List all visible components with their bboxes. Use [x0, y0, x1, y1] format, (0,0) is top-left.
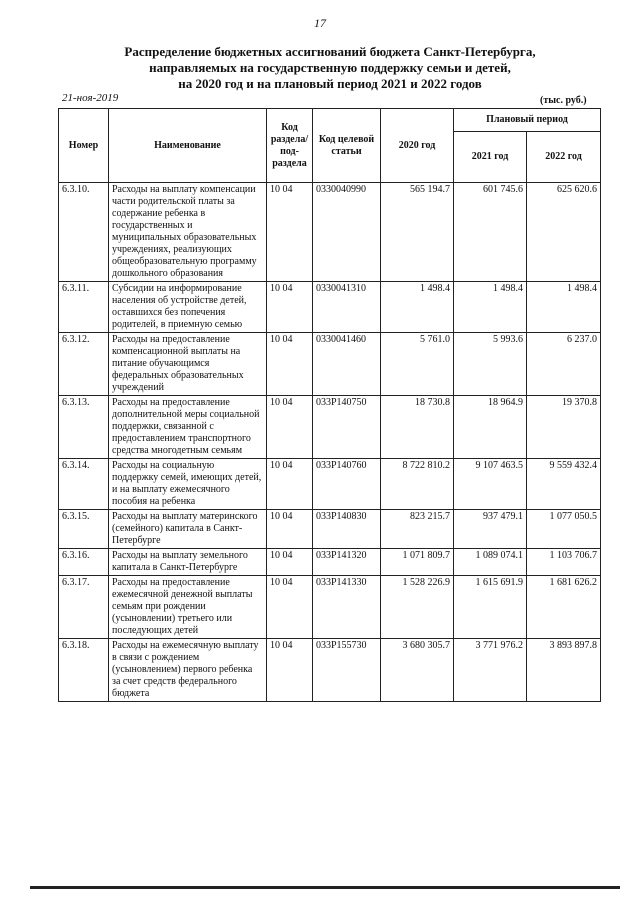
row-name: Расходы на предоставление компенсационной выплаты на питание обучающимся федеральных образовательных учреждений — [109, 333, 267, 396]
table-row — [59, 396, 601, 459]
row-amount-2020: 823 215.7 — [381, 510, 454, 549]
row-section-code: 10 04 — [267, 639, 313, 702]
budget-table — [58, 108, 601, 702]
header-year-2020: 2020 год — [381, 109, 454, 183]
row-amount-2021: 1 498.4 — [454, 282, 527, 333]
table-row — [59, 333, 601, 396]
row-amount-2021: 937 479.1 — [454, 510, 527, 549]
row-amount-2020: 1 498.4 — [381, 282, 454, 333]
row-amount-2020: 3 680 305.7 — [381, 639, 454, 702]
row-target-code: 033P140750 — [313, 396, 381, 459]
row-amount-2020: 1 071 809.7 — [381, 549, 454, 576]
row-amount-2022: 1 498.4 — [527, 282, 601, 333]
row-amount-2022: 3 893 897.8 — [527, 639, 601, 702]
row-number: 6.3.11. — [59, 282, 109, 333]
header-year-2021: 2021 год — [454, 132, 527, 183]
row-amount-2022: 1 077 050.5 — [527, 510, 601, 549]
row-number: 6.3.18. — [59, 639, 109, 702]
row-amount-2022: 9 559 432.4 — [527, 459, 601, 510]
row-amount-2020: 565 194.7 — [381, 183, 454, 282]
row-name: Субсидии на информирование населения об устройстве детей, оставшихся без попечения родителей, в приемную семью — [109, 282, 267, 333]
row-amount-2022: 19 370.8 — [527, 396, 601, 459]
header-planned-period: Плановый период — [454, 109, 601, 132]
budget-table-body — [59, 183, 601, 702]
row-number: 6.3.12. — [59, 333, 109, 396]
bottom-rule — [30, 886, 620, 889]
row-number: 6.3.14. — [59, 459, 109, 510]
table-row — [59, 549, 601, 576]
row-section-code: 10 04 — [267, 510, 313, 549]
header-section-code: Код раздела/ под-раздела — [267, 109, 313, 183]
row-section-code: 10 04 — [267, 459, 313, 510]
table-row — [59, 459, 601, 510]
row-number: 6.3.15. — [59, 510, 109, 549]
row-amount-2022: 1 681 626.2 — [527, 576, 601, 639]
row-name: Расходы на предоставление ежемесячной денежной выплаты семьям при рождении (усыновлении) третьего или последующих детей — [109, 576, 267, 639]
title-line-2: направляемых на государственную поддержку семьи и детей, — [149, 60, 511, 75]
row-section-code: 10 04 — [267, 282, 313, 333]
row-amount-2020: 8 722 810.2 — [381, 459, 454, 510]
row-name: Расходы на выплату земельного капитала в Санкт-Петербурге — [109, 549, 267, 576]
title-line-1: Распределение бюджетных ассигнований бюджета Санкт-Петербурга, — [124, 44, 536, 59]
row-section-code: 10 04 — [267, 576, 313, 639]
row-amount-2022: 625 620.6 — [527, 183, 601, 282]
row-target-code: 0330041310 — [313, 282, 381, 333]
row-section-code: 10 04 — [267, 333, 313, 396]
row-target-code: 033P140760 — [313, 459, 381, 510]
row-amount-2021: 18 964.9 — [454, 396, 527, 459]
row-amount-2022: 6 237.0 — [527, 333, 601, 396]
row-section-code: 10 04 — [267, 549, 313, 576]
row-target-code: 0330041460 — [313, 333, 381, 396]
header-year-2022: 2022 год — [527, 132, 601, 183]
header-name: Наименование — [109, 109, 267, 183]
row-name: Расходы на предоставление дополнительной меры социальной поддержки, связанной с предоставлением транспортного средства многодетным семьям — [109, 396, 267, 459]
row-amount-2021: 1 089 074.1 — [454, 549, 527, 576]
page-number: 17 — [314, 16, 326, 30]
row-number: 6.3.10. — [59, 183, 109, 282]
document-title — [40, 44, 620, 92]
row-section-code: 10 04 — [267, 183, 313, 282]
row-name: Расходы на ежемесячную выплату в связи с рождением (усыновлением) первого ребенка за счет средств федерального бюджета — [109, 639, 267, 702]
row-amount-2020: 5 761.0 — [381, 333, 454, 396]
row-amount-2022: 1 103 706.7 — [527, 549, 601, 576]
row-target-code: 033P141330 — [313, 576, 381, 639]
row-target-code: 0330040990 — [313, 183, 381, 282]
row-amount-2021: 9 107 463.5 — [454, 459, 527, 510]
table-row — [59, 183, 601, 282]
row-name: Расходы на выплату материнского (семейного) капитала в Санкт-Петербурге — [109, 510, 267, 549]
row-name: Расходы на социальную поддержку семей, имеющих детей, и на выплату ежемесячного пособия на ребенка — [109, 459, 267, 510]
row-amount-2021: 601 745.6 — [454, 183, 527, 282]
row-amount-2021: 3 771 976.2 — [454, 639, 527, 702]
row-section-code: 10 04 — [267, 396, 313, 459]
table-row — [59, 639, 601, 702]
table-row — [59, 576, 601, 639]
header-target-code: Код целевой статьи — [313, 109, 381, 183]
row-number: 6.3.16. — [59, 549, 109, 576]
row-target-code: 033P141320 — [313, 549, 381, 576]
title-line-3: на 2020 год и на плановый период 2021 и 2022 годов — [178, 76, 482, 91]
row-amount-2021: 5 993.6 — [454, 333, 527, 396]
row-amount-2020: 18 730.8 — [381, 396, 454, 459]
row-amount-2021: 1 615 691.9 — [454, 576, 527, 639]
units-label: (тыс. руб.) — [540, 95, 587, 106]
row-target-code: 033P155730 — [313, 639, 381, 702]
row-number: 6.3.13. — [59, 396, 109, 459]
table-row — [59, 282, 601, 333]
table-row — [59, 510, 601, 549]
row-amount-2020: 1 528 226.9 — [381, 576, 454, 639]
row-name: Расходы на выплату компенсации части родительской платы за содержание ребенка в государственных и муниципальных образовательных учреждениях, реализующих общеобразовательную программу дошкольного образования — [109, 183, 267, 282]
date-stamp: 21-ноя-2019 — [62, 92, 119, 104]
header-number: Номер — [59, 109, 109, 183]
row-number: 6.3.17. — [59, 576, 109, 639]
row-target-code: 033P140830 — [313, 510, 381, 549]
